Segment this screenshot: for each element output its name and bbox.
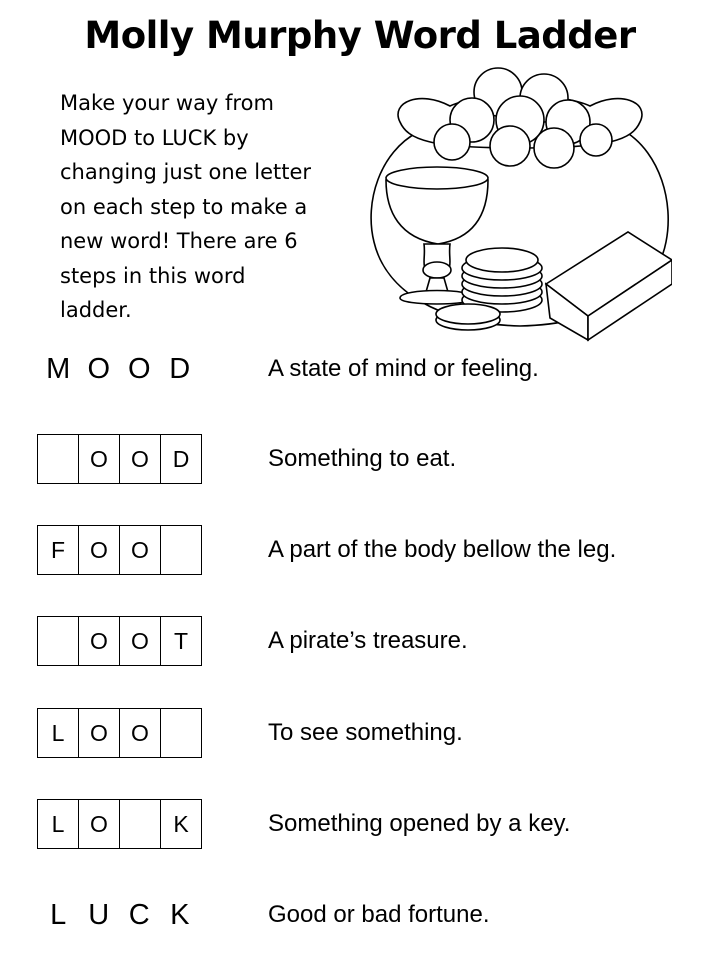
instructions: Make your way from MOOD to LUCK by changing just one letter on each step to make a new word! There are 6 steps in this word ladder. xyxy=(60,91,312,322)
letter-box[interactable]: O xyxy=(119,526,160,574)
letter-box[interactable]: L xyxy=(51,719,65,746)
letter: U xyxy=(88,898,110,931)
ladder-row-start xyxy=(0,344,720,394)
letter-box[interactable]: O xyxy=(78,435,119,483)
clue-text: A pirate’s treasure. xyxy=(268,627,468,654)
clue-text: Something opened by a key. xyxy=(268,810,571,837)
ladder-row xyxy=(0,525,720,575)
letter-box[interactable]: O xyxy=(78,800,119,848)
end-word xyxy=(38,890,200,940)
letter: O xyxy=(127,352,151,385)
clue-text: To see something. xyxy=(268,719,463,746)
start-word xyxy=(38,344,200,394)
ladder-row xyxy=(0,434,720,484)
letter: M xyxy=(46,352,71,385)
letter-boxes xyxy=(37,434,202,484)
clue-text: Something to eat. xyxy=(268,445,457,472)
letter-box[interactable]: O xyxy=(119,709,160,757)
ladder-row xyxy=(0,708,720,758)
letter-boxes xyxy=(37,799,202,849)
letter-box[interactable]: O xyxy=(78,709,119,757)
letter-box[interactable]: K xyxy=(160,800,201,848)
ladder-row-end xyxy=(0,890,720,940)
ladder-row xyxy=(0,799,720,849)
letter-box[interactable]: D xyxy=(160,435,201,483)
letter-boxes xyxy=(37,708,202,758)
letter: K xyxy=(170,898,190,931)
letter: O xyxy=(87,352,111,385)
letter-box[interactable]: O xyxy=(78,617,119,665)
ladder-row xyxy=(0,616,720,666)
letter-boxes xyxy=(37,616,202,666)
letter-box[interactable]: O xyxy=(119,435,160,483)
letter-box[interactable]: F xyxy=(50,536,66,563)
letter-box[interactable] xyxy=(38,435,78,483)
letter-boxes xyxy=(37,525,202,575)
clue-text: Good or bad fortune. xyxy=(268,901,490,928)
clue-text: A state of mind or feeling. xyxy=(268,355,539,382)
letter: L xyxy=(50,898,67,931)
page-title: Molly Murphy Word Ladder xyxy=(84,14,636,57)
letter-box[interactable] xyxy=(160,709,201,757)
letter: D xyxy=(169,352,191,385)
letter-box[interactable]: O xyxy=(119,617,160,665)
letter-box[interactable]: O xyxy=(78,526,119,574)
letter-box[interactable] xyxy=(160,526,201,574)
letter-box[interactable] xyxy=(119,800,160,848)
letter: C xyxy=(128,898,150,931)
clue-text: A part of the body bellow the leg. xyxy=(268,536,617,563)
letter-box[interactable]: T xyxy=(160,617,201,665)
letter-box[interactable] xyxy=(38,617,78,665)
letter-box[interactable]: L xyxy=(51,810,65,837)
pot-of-gold-icon xyxy=(360,62,672,342)
